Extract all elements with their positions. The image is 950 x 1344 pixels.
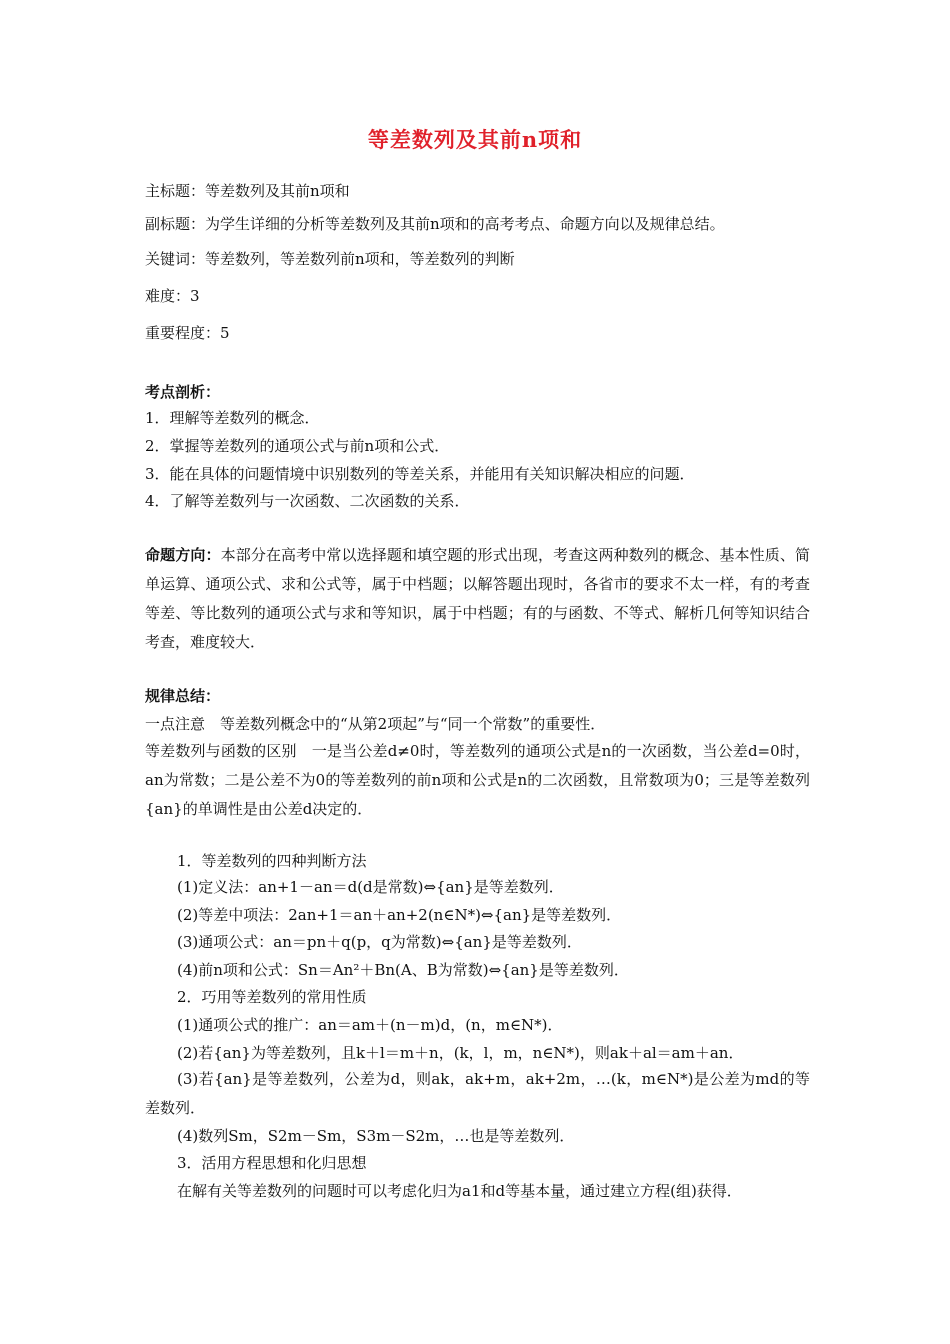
keywords-line: 关键词：等差数列，等差数列前n项和，等差数列的判断 — [145, 250, 515, 268]
method-heading-3: 3．活用方程思想和化归思想 — [177, 1154, 367, 1172]
method-definition: (1)定义法：an+1－an＝d(d是常数)⇔{an}是等差数列． — [177, 878, 564, 896]
property-3: (3)若{an}是等差数列，公差为d，则ak，ak+m，ak+2m，…(k，m∈N*)是公差为md的等差数列． — [145, 1070, 810, 1117]
kaodian-item-1: 1．理解等差数列的概念． — [145, 409, 320, 427]
property-1: (1)通项公式的推广：an＝am＋(n－m)d，(n，m∈N*)． — [177, 1016, 563, 1034]
method-heading-2: 2．巧用等差数列的常用性质 — [177, 988, 367, 1006]
kaodian-item-3: 3．能在具体的问题情境中识别数列的等差关系，并能用有关知识解决相应的问题． — [145, 465, 695, 483]
method-middle-term: (2)等差中项法：2an+1＝an＋an+2(n∈N*)⇔{an}是等差数列． — [177, 906, 622, 924]
guilv-heading: 规律总结： — [145, 687, 221, 705]
final-line: 在解有关等差数列的问题时可以考虑化归为a1和d等基本量，通过建立方程(组)获得． — [177, 1182, 742, 1200]
difficulty-line: 难度：3 — [145, 287, 200, 305]
guilv-diff-paragraph: 等差数列与函数的区别 一是当公差d≠0时，等差数列的通项公式是n的一次函数，当公差d=0时，an为常数；二是公差不为0的等差数列的前n项和公式是n的二次函数，且常数项为0；三是等差数列{an}的单调性是由公差d决定的． — [145, 742, 810, 818]
kaodian-item-4: 4．了解等差数列与一次函数、二次函数的关系． — [145, 492, 470, 510]
main-title-line: 主标题：等差数列及其前n项和 — [145, 182, 350, 200]
importance-line: 重要程度：5 — [145, 324, 230, 342]
kaodian-item-2: 2．掌握等差数列的通项公式与前n项和公式． — [145, 437, 450, 455]
method-heading-1: 1．等差数列的四种判断方法 — [177, 852, 367, 870]
method-general-term: (3)通项公式：an＝pn＋q(p，q为常数)⇔{an}是等差数列． — [177, 933, 582, 951]
subtitle-line: 副标题：为学生详细的分析等差数列及其前n项和的高考考点、命题方向以及规律总结。 — [145, 215, 725, 233]
mingti-paragraph — [145, 541, 810, 657]
mingti-label: 命题方向： — [145, 546, 221, 564]
guilv-note: 一点注意 等差数列概念中的“从第2项起”与“同一个常数”的重要性． — [145, 715, 606, 733]
property-2: (2)若{an}为等差数列，且k＋l＝m＋n，(k，l，m，n∈N*)，则ak＋al＝am＋an． — [177, 1044, 744, 1062]
property-4: (4)数列Sm，S2m－Sm，S3m－S2m，…也是等差数列． — [177, 1127, 575, 1145]
method-sum-formula: (4)前n项和公式：Sn＝An²＋Bn(A、B为常数)⇔{an}是等差数列． — [177, 961, 629, 979]
kaodian-heading: 考点剖析： — [145, 383, 221, 401]
page-title: 等差数列及其前n项和 — [367, 127, 583, 152]
mingti-text: 本部分在高考中常以选择题和填空题的形式出现，考查这两种数列的概念、基本性质、简单运算、通项公式、求和公式等，属于中档题；以解答题出现时，各省市的要求不太一样，有的考查等差、等比数列的通项公式与求和等知识，属于中档题；有的与函数、不等式、解析几何等知识结合考查，难度较大． — [145, 546, 810, 651]
